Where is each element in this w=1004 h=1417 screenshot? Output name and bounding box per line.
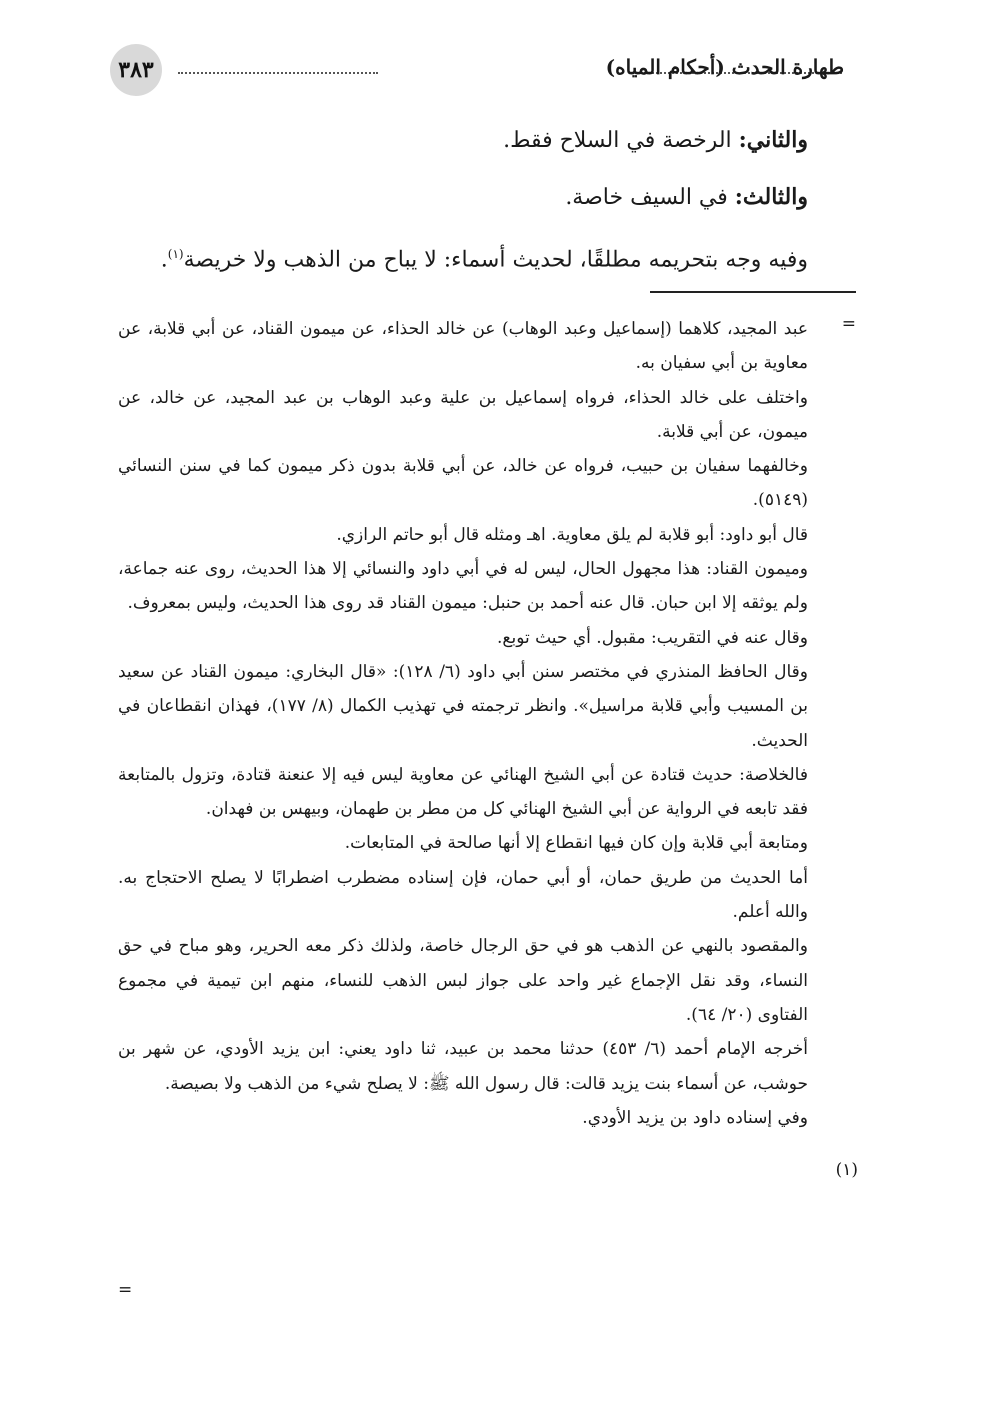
continues-marker: = <box>118 1280 133 1300</box>
running-title: طهارة الحدث (أحكام المياه) <box>605 55 844 79</box>
footnote-ref[interactable]: (١) <box>167 247 184 261</box>
label-second: والثاني: <box>738 127 808 153</box>
continuation-marker: = <box>841 314 856 334</box>
note-line: ومتابعة أبي قلابة وإن كان فيها انقطاع إلا أنها صالحة في المتابعات. <box>344 833 808 854</box>
footnote-1: أخرجه الإمام أحمد (٦/ ٤٥٣) حدثنا محمد بن عبيد، ثنا داود يعني: ابن يزيد الأودي، عن شهر بن حوشب، عن أسماء بنت يزيد قالت: قال رسول الله ﷺ: لا يصلح شيء من الذهب ولا بصيصة. <box>118 1039 808 1094</box>
note-line: فالخلاصة: حديث قتادة عن أبي الشيخ الهنائي عن معاوية ليس فيه إلا عنعنة قتادة، وتزول بالمتابعة فقد تابعه في الرواية عن أبي الشيخ الهنائي كل من مطر بن طهمان، وبيهس بن فهدان. <box>118 764 808 820</box>
text-end: . <box>160 247 168 273</box>
note-line: والمقصود بالنهي عن الذهب هو في حق الرجال خاصة، ولذلك ذكر معه الحرير، وهو مباح في حق النساء، وقد نقل الإجماع غير واحد على جواز لبس الذهب للنساء، منهم ابن تيمية في مجموع الفتاوى (٢٠/ ٦٤). <box>118 936 808 1025</box>
page-number: ٣٨٣ <box>110 44 162 96</box>
label-third: والثالث: <box>734 184 808 210</box>
footnote-separator <box>650 291 856 293</box>
note-line: وميمون القناد: هذا مجهول الحال، ليس له في أبي داود والنسائي إلا هذا الحديث، روى عنه جماعة، ولم يوثقه إلا ابن حبان. قال عنه أحمد بن حنبل: ميمون القناد قد روى هذا الحديث، وليس بمعروف. <box>118 559 808 614</box>
header-dots-left <box>178 72 378 74</box>
footnote-marker: (١) <box>835 1160 858 1180</box>
note-line: أما الحديث من طريق حمان، أو أبي حمان، فإن إسناده مضطرب اضطرابًا لا يصلح الاحتجاج به. والله أعلم. <box>118 867 808 923</box>
note-line: وفي إسناده داود بن يزيد الأودي. <box>582 1107 808 1128</box>
footnotes <box>118 312 808 1135</box>
paragraph-second <box>118 112 808 169</box>
note-line: وخالفهما سفيان بن حبيب، فرواه عن خالد، عن أبي قلابة بدون ذكر ميمون كما في سنن النسائي (٥١٤٩). <box>118 456 808 511</box>
note-line: وقال الحافظ المنذري في مختصر سنن أبي داود (٦/ ١٢٨): «قال البخاري: ميمون القناد عن سعيد بن المسيب وأبي قلابة مراسيل». وانظر ترجمته في تهذيب الكمال (٨/ ١٧٧)، فهذان انقطاعان في الحديث. <box>118 661 808 751</box>
note-line: واختلف على خالد الحذاء، فرواه إسماعيل بن علية وعبد الوهاب بن عبد المجيد، عن خالد، عن ميمون، عن أبي قلابة. <box>118 387 808 442</box>
text-prohibition: وفيه وجه بتحريمه مطلقًا، لحديث أسماء: لا يباح من الذهب ولا خريصة <box>183 247 808 273</box>
paragraph-third <box>118 169 808 226</box>
note-line: قال أبو داود: أبو قلابة لم يلق معاوية. اهـ ومثله قال أبو حاتم الرازي. <box>336 524 808 545</box>
paragraph-prohibition <box>118 226 808 288</box>
note-line: وقال عنه في التقريب: مقبول. أي حيث توبع. <box>497 627 808 648</box>
text-third: في السيف خاصة. <box>565 185 735 210</box>
note-line: عبد المجيد، كلاهما (إسماعيل وعبد الوهاب) عن خالد الحذاء، عن ميمون القناد، عن أبي قلابة، عن معاوية بن أبي سفيان به. <box>118 319 808 374</box>
text-second: الرخصة في السلاح فقط. <box>503 128 739 153</box>
main-text <box>118 112 808 288</box>
